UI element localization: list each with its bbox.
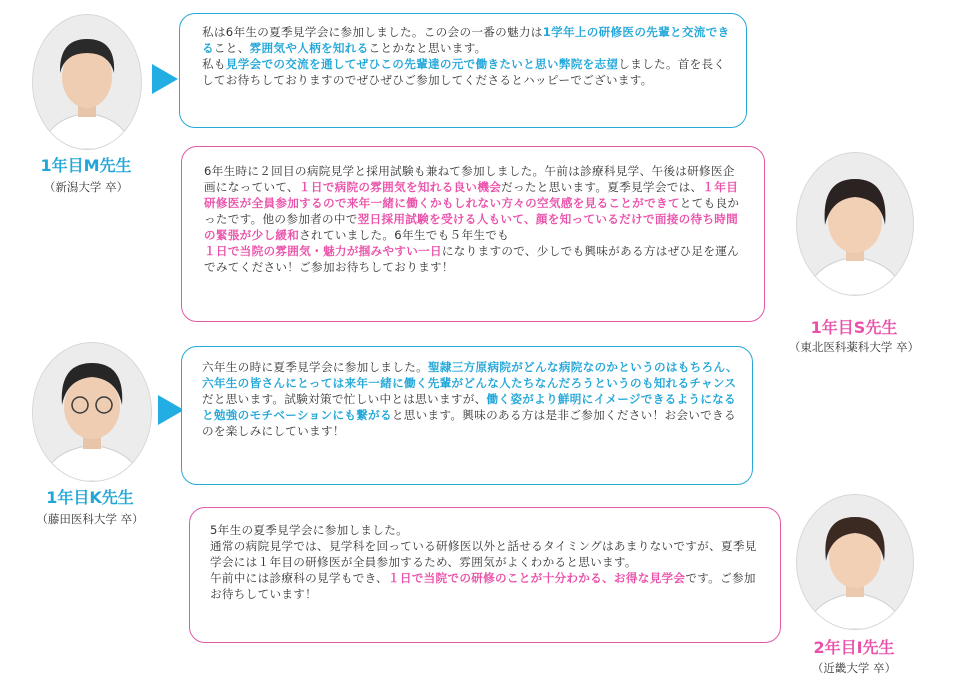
highlight-text: 見学会での交流を通してぜひこの先輩達の元で働きたいと思い弊院を志望 [225, 57, 619, 71]
portrait-icon [33, 15, 141, 149]
comment-segment: 通常の病院見学では、見学科を回っている研修医以外と話せるタイミングはあまりないですが、夏季見学会には１年目の研修医が全員参加するため、雰囲気がよくわかると思います。 [210, 539, 757, 569]
comment-segment: 午前中には診療科の見学もでき、 [210, 571, 388, 585]
comment-text-m [202, 24, 734, 88]
highlight-text: 働く姿がより鮮明にイメージできるようになると勉強のモチベーションにも繋がる [202, 392, 736, 422]
comment-segment: こと、 [213, 41, 250, 55]
comment-segment: 私は6年生の夏季見学会に参加しました。この会の一番の魅力は [202, 25, 543, 39]
avatar-m-sensei [32, 14, 142, 150]
avatar-s-sensei [796, 152, 914, 296]
avatar-i-sensei [796, 494, 914, 630]
comment-segment: 六年生の時に夏季見学会に参加しました。 [202, 360, 428, 374]
comment-text-k [202, 359, 738, 439]
comment-segment: だったと思います。夏季見学会では、 [501, 180, 703, 194]
doctor-name-s: 1年目S先生 [810, 318, 898, 337]
portrait-icon [797, 495, 913, 629]
highlight-text: 雰囲気や人柄を知れる [249, 41, 369, 55]
comment-bubble-m [179, 13, 747, 128]
doctor-name-m: 1年目M先生 [40, 156, 132, 175]
comment-text-i [210, 522, 766, 602]
comment-segment: だと思います。試験対策で忙しい中とは思いますが、 [202, 392, 487, 406]
highlight-text: １日で当院での研修のことが十分わかる、お得な見学会 [387, 571, 686, 585]
doctor-name-i: 2年目I先生 [813, 638, 895, 657]
comment-segment: 6年生時に２回目の病院見学と採用試験も兼ねて参加しました。午前は診療科見学、午後は研修医企画になっていて、 [204, 164, 735, 194]
highlight-text: 聖隷三方原病院がどんな病院なのかというのはもちろん、六年生の皆さんにとっては来年一緒に働く先輩がどんな人たちなんだろうというのも知れるチャンス [202, 360, 738, 390]
portrait-icon [33, 343, 151, 481]
highlight-text: 1学年上の研修医の先輩と交流できる [202, 25, 730, 55]
portrait-icon [797, 153, 913, 295]
comment-text-s [204, 163, 740, 275]
avatar-k-sensei [32, 342, 152, 482]
highlight-text: 翌日採用試験を受ける人もいて、顔を知っているだけで面接の待ち時間の緊張が少し緩和 [204, 212, 739, 242]
doctor-name-k: 1年目K先生 [46, 488, 134, 507]
highlight-text: １年目研修医が全員参加するので来年一緒に働くかもしれない方々の空気感を見ることができて [204, 180, 739, 210]
comment-segment: になりますので、少しでも興味がある方はぜひ足を運んでみてください！ご参加お待ちしております！ [204, 244, 740, 274]
highlight-text: １日で当院の雰囲気・魅力が掴みやすい一日 [204, 244, 442, 258]
doctor-school-s: （東北医科薬科大学 卒） [788, 340, 920, 354]
comment-segment: とても良かったです。他の参加者の中で [204, 196, 740, 226]
doctor-school-k: （藤田医科大学 卒） [36, 512, 144, 526]
comment-bubble-i [189, 507, 781, 643]
comment-segment: 私も [202, 57, 226, 71]
highlight-text: １日で病院の雰囲気を知れる良い機会 [298, 180, 502, 194]
speech-arrow-m [152, 64, 178, 94]
comment-segment: しました。首を長くしてお待ちしておりますのでぜひぜひご参加してくださるとハッピーでございます。 [202, 57, 726, 87]
comment-bubble-k [181, 346, 753, 485]
comment-bubble-s [181, 146, 765, 322]
comment-segment: されていました。6年生でも５年生でも [299, 228, 510, 242]
doctor-school-i: （近畿大学 卒） [811, 661, 897, 675]
comment-segment: ことかなと思います。 [368, 41, 487, 55]
comment-segment: です。ご参加お待ちしています！ [210, 571, 756, 601]
comment-segment: 5年生の夏季見学会に参加しました。 [210, 523, 408, 537]
doctor-school-m: （新潟大学 卒） [43, 180, 129, 194]
comment-segment: と思います。興味のある方は是非ご参加ください！お会いできるのを楽しみにしています！ [202, 408, 736, 438]
